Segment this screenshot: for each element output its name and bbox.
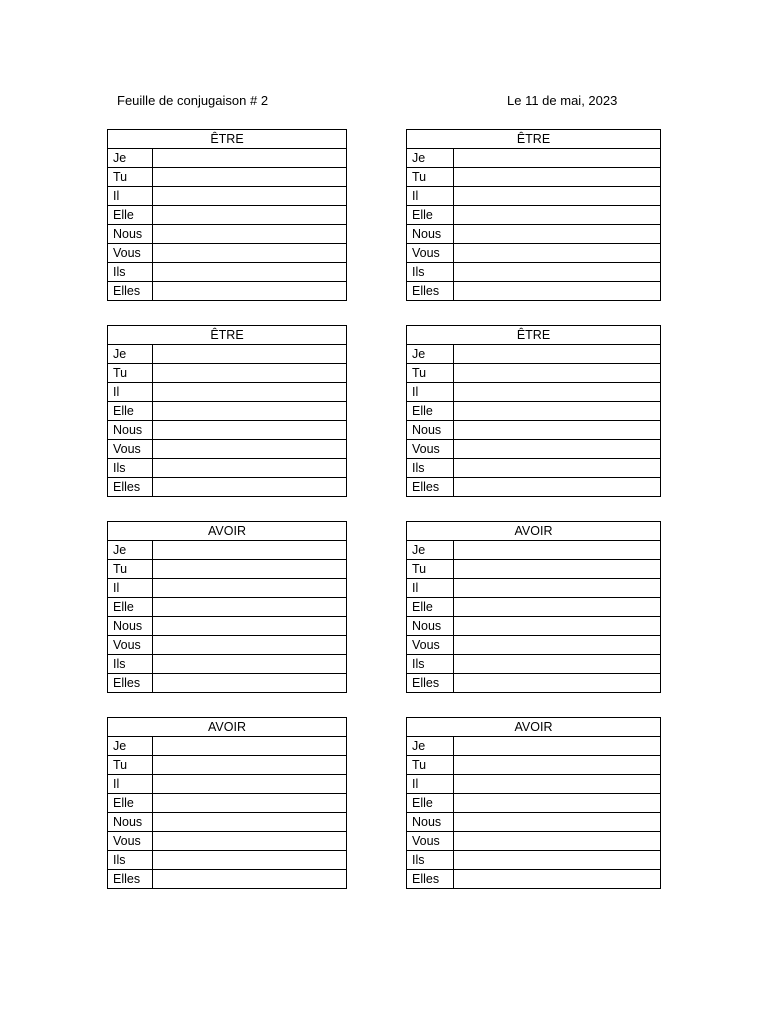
table-row <box>407 832 661 851</box>
verb-header: ÊTRE <box>108 130 347 149</box>
pronoun-cell: Tu <box>108 756 153 775</box>
pronoun-cell: Vous <box>407 440 454 459</box>
table-row <box>108 149 347 168</box>
table-row <box>108 383 347 402</box>
table-row <box>108 364 347 383</box>
pronoun-cell: Nous <box>108 225 153 244</box>
table-row <box>407 149 661 168</box>
table-row <box>108 655 347 674</box>
answer-cell[interactable] <box>153 168 347 187</box>
table-row <box>108 459 347 478</box>
table-row <box>108 187 347 206</box>
answer-cell[interactable] <box>454 655 661 674</box>
pronoun-cell: Je <box>108 541 153 560</box>
pronoun-cell: Je <box>108 737 153 756</box>
answer-cell[interactable] <box>153 617 347 636</box>
table-row <box>407 870 661 889</box>
table-row <box>407 598 661 617</box>
pronoun-cell: Tu <box>108 560 153 579</box>
table-row <box>407 655 661 674</box>
pronoun-cell: Tu <box>108 364 153 383</box>
verb-header: ÊTRE <box>108 326 347 345</box>
table-row <box>108 794 347 813</box>
answer-cell[interactable] <box>153 832 347 851</box>
conjugation-table <box>406 129 661 301</box>
pronoun-cell: Il <box>108 187 153 206</box>
answer-cell[interactable] <box>153 794 347 813</box>
answer-cell[interactable] <box>153 282 347 301</box>
table-row <box>108 244 347 263</box>
answer-cell[interactable] <box>153 541 347 560</box>
pronoun-cell: Je <box>407 737 454 756</box>
table-row <box>108 478 347 497</box>
table-row <box>108 225 347 244</box>
pronoun-cell: Il <box>108 579 153 598</box>
table-row <box>407 244 661 263</box>
table-row <box>407 440 661 459</box>
answer-cell[interactable] <box>153 345 347 364</box>
table-row <box>108 617 347 636</box>
answer-cell[interactable] <box>454 560 661 579</box>
pronoun-cell: Elle <box>407 206 454 225</box>
answer-cell[interactable] <box>454 282 661 301</box>
table-row <box>407 263 661 282</box>
pronoun-cell: Vous <box>407 636 454 655</box>
pronoun-cell: Elle <box>108 206 153 225</box>
table-row <box>108 168 347 187</box>
answer-cell[interactable] <box>454 617 661 636</box>
answer-cell[interactable] <box>454 402 661 421</box>
pronoun-cell: Elle <box>407 598 454 617</box>
answer-cell[interactable] <box>454 206 661 225</box>
pronoun-cell: Elle <box>407 402 454 421</box>
pronoun-cell: Nous <box>108 421 153 440</box>
answer-cell[interactable] <box>153 851 347 870</box>
pronoun-cell: Il <box>108 383 153 402</box>
answer-cell[interactable] <box>454 421 661 440</box>
answer-cell[interactable] <box>153 636 347 655</box>
pronoun-cell: Tu <box>407 756 454 775</box>
pronoun-cell: Nous <box>108 617 153 636</box>
answer-cell[interactable] <box>454 149 661 168</box>
table-row <box>407 737 661 756</box>
pronoun-cell: Ils <box>407 263 454 282</box>
table-row <box>108 263 347 282</box>
pronoun-cell: Elle <box>407 794 454 813</box>
pronoun-cell: Elles <box>108 282 153 301</box>
pronoun-cell: Je <box>407 541 454 560</box>
pronoun-cell: Elles <box>108 870 153 889</box>
answer-cell[interactable] <box>153 598 347 617</box>
table-row <box>108 832 347 851</box>
pronoun-cell: Nous <box>108 813 153 832</box>
table-row <box>407 168 661 187</box>
answer-cell[interactable] <box>454 851 661 870</box>
table-row <box>407 282 661 301</box>
verb-header: ÊTRE <box>407 130 661 149</box>
conjugation-table <box>107 521 347 693</box>
answer-cell[interactable] <box>153 737 347 756</box>
pronoun-cell: Vous <box>108 440 153 459</box>
pronoun-cell: Nous <box>407 813 454 832</box>
verb-header: AVOIR <box>108 718 347 737</box>
pronoun-cell: Ils <box>108 459 153 478</box>
table-row <box>407 364 661 383</box>
pronoun-cell: Elles <box>407 870 454 889</box>
conjugation-table <box>107 325 347 497</box>
pronoun-cell: Elles <box>407 674 454 693</box>
page-title: Feuille de conjugaison # 2 <box>117 93 269 108</box>
table-row <box>108 206 347 225</box>
answer-cell[interactable] <box>454 737 661 756</box>
pronoun-cell: Ils <box>407 459 454 478</box>
pronoun-cell: Vous <box>108 636 153 655</box>
answer-cell[interactable] <box>454 440 661 459</box>
answer-cell[interactable] <box>454 598 661 617</box>
answer-cell[interactable] <box>454 478 661 497</box>
pronoun-cell: Ils <box>407 655 454 674</box>
answer-cell[interactable] <box>153 263 347 282</box>
pronoun-cell: Ils <box>108 851 153 870</box>
answer-cell[interactable] <box>454 813 661 832</box>
answer-cell[interactable] <box>153 149 347 168</box>
pronoun-cell: Nous <box>407 421 454 440</box>
answer-cell[interactable] <box>454 459 661 478</box>
table-row <box>407 421 661 440</box>
answer-cell[interactable] <box>454 225 661 244</box>
table-row <box>108 775 347 794</box>
answer-cell[interactable] <box>454 794 661 813</box>
table-row <box>108 345 347 364</box>
table-row <box>407 345 661 364</box>
table-row <box>407 560 661 579</box>
answer-cell[interactable] <box>153 870 347 889</box>
answer-cell[interactable] <box>153 225 347 244</box>
answer-cell[interactable] <box>454 168 661 187</box>
table-row <box>108 674 347 693</box>
answer-cell[interactable] <box>153 440 347 459</box>
pronoun-cell: Elles <box>108 674 153 693</box>
table-row <box>407 636 661 655</box>
conjugation-table <box>107 129 347 301</box>
answer-cell[interactable] <box>454 870 661 889</box>
pronoun-cell: Vous <box>108 244 153 263</box>
answer-cell[interactable] <box>153 206 347 225</box>
table-row <box>407 478 661 497</box>
answer-cell[interactable] <box>454 775 661 794</box>
table-row <box>407 206 661 225</box>
pronoun-cell: Tu <box>407 168 454 187</box>
table-row <box>108 756 347 775</box>
answer-cell[interactable] <box>454 383 661 402</box>
table-row <box>108 421 347 440</box>
answer-cell[interactable] <box>454 674 661 693</box>
verb-header: AVOIR <box>407 522 661 541</box>
pronoun-cell: Il <box>407 187 454 206</box>
pronoun-cell: Elle <box>108 794 153 813</box>
answer-cell[interactable] <box>454 263 661 282</box>
pronoun-cell: Il <box>108 775 153 794</box>
table-row <box>407 383 661 402</box>
answer-cell[interactable] <box>153 421 347 440</box>
pronoun-cell: Elles <box>108 478 153 497</box>
table-row <box>407 187 661 206</box>
table-row <box>407 775 661 794</box>
table-row <box>108 579 347 598</box>
table-row <box>108 560 347 579</box>
answer-cell[interactable] <box>153 187 347 206</box>
pronoun-cell: Tu <box>407 364 454 383</box>
answer-cell[interactable] <box>153 560 347 579</box>
table-row <box>108 402 347 421</box>
pronoun-cell: Elles <box>407 282 454 301</box>
conjugation-table <box>406 521 661 693</box>
pronoun-cell: Nous <box>407 617 454 636</box>
pronoun-cell: Elles <box>407 478 454 497</box>
answer-cell[interactable] <box>454 756 661 775</box>
answer-cell[interactable] <box>153 655 347 674</box>
table-row <box>108 737 347 756</box>
pronoun-cell: Je <box>108 345 153 364</box>
table-row <box>108 636 347 655</box>
table-row <box>407 579 661 598</box>
pronoun-cell: Tu <box>407 560 454 579</box>
answer-cell[interactable] <box>454 187 661 206</box>
pronoun-cell: Nous <box>407 225 454 244</box>
table-row <box>407 756 661 775</box>
table-row <box>108 870 347 889</box>
answer-cell[interactable] <box>153 775 347 794</box>
answer-cell[interactable] <box>454 541 661 560</box>
pronoun-cell: Ils <box>108 655 153 674</box>
verb-header: AVOIR <box>108 522 347 541</box>
answer-cell[interactable] <box>153 459 347 478</box>
answer-cell[interactable] <box>153 579 347 598</box>
answer-cell[interactable] <box>454 244 661 263</box>
table-row <box>108 813 347 832</box>
verb-header: ÊTRE <box>407 326 661 345</box>
pronoun-cell: Vous <box>407 244 454 263</box>
table-row <box>407 674 661 693</box>
pronoun-cell: Je <box>407 149 454 168</box>
answer-cell[interactable] <box>153 364 347 383</box>
answer-cell[interactable] <box>454 579 661 598</box>
table-row <box>108 440 347 459</box>
pronoun-cell: Ils <box>108 263 153 282</box>
pronoun-cell: Il <box>407 579 454 598</box>
answer-cell[interactable] <box>153 383 347 402</box>
pronoun-cell: Tu <box>108 168 153 187</box>
answer-cell[interactable] <box>153 478 347 497</box>
table-row <box>108 282 347 301</box>
answer-cell[interactable] <box>454 364 661 383</box>
pronoun-cell: Vous <box>407 832 454 851</box>
pronoun-cell: Il <box>407 775 454 794</box>
page-date: Le 11 de mai, 2023 <box>507 93 618 108</box>
answer-cell[interactable] <box>153 756 347 775</box>
conjugation-table <box>406 325 661 497</box>
answer-cell[interactable] <box>153 813 347 832</box>
verb-header: AVOIR <box>407 718 661 737</box>
conjugation-table <box>107 717 347 889</box>
table-row <box>108 541 347 560</box>
pronoun-cell: Elle <box>108 598 153 617</box>
pronoun-cell: Vous <box>108 832 153 851</box>
table-row <box>407 813 661 832</box>
answer-cell[interactable] <box>454 832 661 851</box>
pronoun-cell: Je <box>108 149 153 168</box>
table-row <box>407 851 661 870</box>
conjugation-table <box>406 717 661 889</box>
answer-cell[interactable] <box>153 402 347 421</box>
table-row <box>407 617 661 636</box>
answer-cell[interactable] <box>153 674 347 693</box>
answer-cell[interactable] <box>153 244 347 263</box>
answer-cell[interactable] <box>454 636 661 655</box>
table-row <box>108 598 347 617</box>
table-row <box>407 459 661 478</box>
pronoun-cell: Il <box>407 383 454 402</box>
table-row <box>407 794 661 813</box>
pronoun-cell: Ils <box>407 851 454 870</box>
pronoun-cell: Elle <box>108 402 153 421</box>
table-row <box>407 225 661 244</box>
pronoun-cell: Je <box>407 345 454 364</box>
table-row <box>407 402 661 421</box>
table-row <box>407 541 661 560</box>
answer-cell[interactable] <box>454 345 661 364</box>
table-row <box>108 851 347 870</box>
